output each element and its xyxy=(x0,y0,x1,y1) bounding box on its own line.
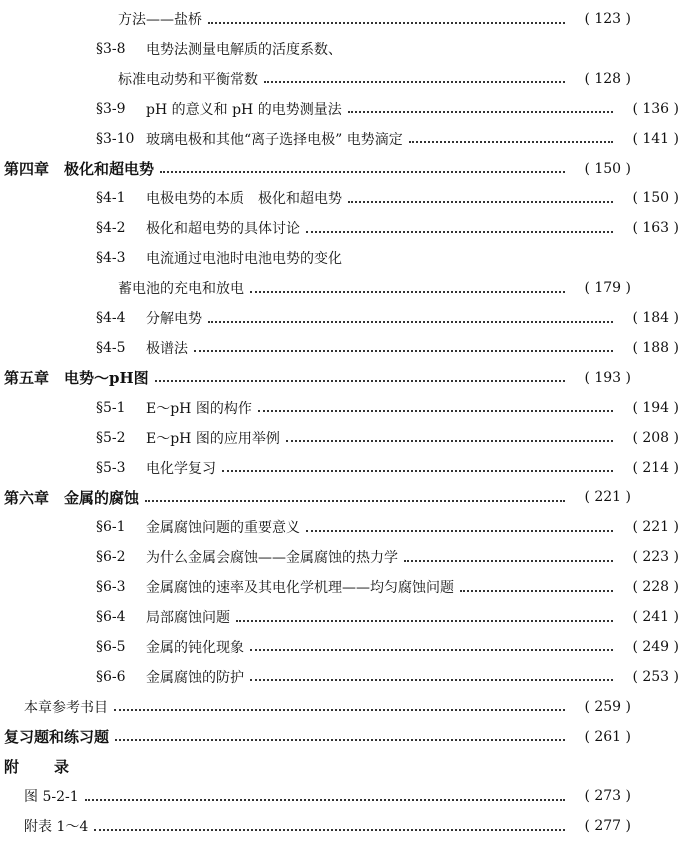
dot-leader xyxy=(286,439,613,442)
section-number: §3-8 xyxy=(96,40,126,57)
section-number: §3-10 xyxy=(96,130,135,147)
toc-entry xyxy=(48,634,691,660)
dot-leader xyxy=(194,349,613,352)
section-number: §5-3 xyxy=(96,459,126,476)
dot-leader xyxy=(94,828,565,831)
toc-entry xyxy=(48,455,691,481)
page-number: ( 150 ) xyxy=(584,160,631,177)
entry-title: 极化和超电势的具体讨论 xyxy=(146,221,300,238)
entry-title: 金属腐蚀问题的重要意义 xyxy=(146,520,300,537)
dot-leader xyxy=(250,678,613,681)
dot-leader xyxy=(250,290,565,293)
entry-title: 玻璃电极和其他“离子选择电极” 电势滴定 xyxy=(146,131,403,148)
entry-title: 标准电动势和平衡常数 xyxy=(118,71,258,88)
toc-entry xyxy=(0,6,643,32)
section-number: §5-1 xyxy=(96,399,126,416)
toc-entry xyxy=(0,66,643,92)
toc-entry xyxy=(48,574,691,600)
page-number: ( 123 ) xyxy=(584,11,631,27)
entry-title: 极谱法 xyxy=(146,340,188,357)
section-number: §6-5 xyxy=(96,638,126,655)
toc-entry xyxy=(48,395,691,421)
page-number: ( 136 ) xyxy=(632,100,679,117)
entry-title: E～pH 图的应用举例 xyxy=(146,430,280,447)
page-number: ( 221 ) xyxy=(632,519,679,536)
section-number: §6-6 xyxy=(96,668,126,685)
chapter-entry xyxy=(0,484,643,510)
section-number: §4-1 xyxy=(96,190,126,207)
page-number: ( 249 ) xyxy=(632,638,679,655)
section-number: §4-5 xyxy=(96,339,126,356)
entry-title: 电流通过电池时电池电势的变化 xyxy=(146,251,342,268)
entry-title: 电化学复习 xyxy=(146,460,216,477)
dot-leader xyxy=(306,230,613,233)
section-number: §3-9 xyxy=(96,100,126,117)
toc-entry xyxy=(0,813,643,839)
section-number: §4-2 xyxy=(96,220,126,237)
page-number: ( 273 ) xyxy=(584,788,631,805)
dot-leader xyxy=(85,798,565,801)
toc-entry xyxy=(48,215,691,241)
dot-leader xyxy=(404,559,613,562)
page-number: ( 193 ) xyxy=(584,369,631,386)
dot-leader xyxy=(145,499,565,502)
dot-leader xyxy=(264,80,565,83)
chapter-entry xyxy=(0,156,643,182)
dot-leader xyxy=(348,110,613,113)
entry-title: 附 录 xyxy=(4,758,80,776)
toc-entry xyxy=(48,245,691,271)
page-number: ( 188 ) xyxy=(632,339,679,356)
entry-title: 蓄电池的充电和放电 xyxy=(118,281,244,298)
page-number: ( 179 ) xyxy=(584,280,631,297)
entry-title: 图 5-2-1 xyxy=(24,789,79,806)
toc-entry xyxy=(0,783,643,809)
entry-title: 分解电势 xyxy=(146,311,202,327)
entry-title: 为什么金属会腐蚀——金属腐蚀的热力学 xyxy=(146,550,398,567)
toc-entry xyxy=(48,664,691,690)
page-number: ( 253 ) xyxy=(632,668,679,685)
entry-title: 方法——盐桥 xyxy=(118,12,202,28)
entry-title: 本章参考书目 xyxy=(24,699,108,716)
entry-title: 附表 1～4 xyxy=(24,819,89,836)
page-number: ( 184 ) xyxy=(632,310,679,326)
toc-entry xyxy=(48,126,691,152)
entry-title: 电极电势的本质 极化和超电势 xyxy=(146,191,342,208)
dot-leader xyxy=(460,589,613,592)
toc-entry xyxy=(48,36,691,62)
toc-entry xyxy=(0,694,643,720)
toc-entry xyxy=(0,275,643,301)
entry-title: 局部腐蚀问题 xyxy=(146,610,230,626)
chapter-entry xyxy=(0,724,643,750)
page-number: ( 214 ) xyxy=(632,459,679,476)
toc-entry xyxy=(48,425,691,451)
section-number: §6-1 xyxy=(96,519,126,536)
section-number: §6-3 xyxy=(96,579,126,596)
dot-leader xyxy=(208,320,613,323)
section-number: §4-3 xyxy=(96,250,126,267)
toc-entry xyxy=(48,544,691,570)
dot-leader xyxy=(258,409,613,412)
page-number: ( 277 ) xyxy=(584,818,631,835)
dot-leader xyxy=(115,738,565,741)
section-number: §6-4 xyxy=(96,609,126,625)
dot-leader xyxy=(208,21,565,24)
dot-leader xyxy=(409,140,613,143)
toc-entry xyxy=(48,305,691,331)
entry-title: 第四章 极化和超电势 xyxy=(4,160,155,178)
entry-title: E～pH 图的构作 xyxy=(146,400,252,417)
section-number: §6-2 xyxy=(96,549,126,566)
page-number: ( 228 ) xyxy=(632,579,679,596)
dot-leader xyxy=(236,619,613,622)
entry-title: 电势法测量电解质的活度系数、 xyxy=(146,41,342,58)
toc-entry xyxy=(48,335,691,361)
entry-title: 金属腐蚀的防护 xyxy=(146,669,244,686)
entry-title: pH 的意义和 pH 的电势测量法 xyxy=(146,101,342,118)
dot-leader xyxy=(114,708,565,711)
entry-title: 第五章 电势～pH图 xyxy=(4,369,149,388)
page-number: ( 259 ) xyxy=(584,698,631,715)
page-number: ( 208 ) xyxy=(632,429,679,446)
entry-title: 金属的钝化现象 xyxy=(146,639,244,656)
chapter-entry xyxy=(0,365,643,391)
page-number: ( 141 ) xyxy=(632,130,679,147)
toc-entry xyxy=(48,604,691,630)
dot-leader xyxy=(160,170,565,173)
dot-leader xyxy=(222,469,613,472)
entry-title: 金属腐蚀的速率及其电化学机理——均匀腐蚀问题 xyxy=(146,580,454,597)
section-number: §5-2 xyxy=(96,429,126,446)
dot-leader xyxy=(348,200,613,203)
page-number: ( 223 ) xyxy=(632,549,679,566)
page-number: ( 128 ) xyxy=(584,70,631,87)
toc-entry xyxy=(48,514,691,540)
page-number: ( 261 ) xyxy=(584,728,631,745)
dot-leader xyxy=(306,529,613,532)
page-number: ( 194 ) xyxy=(632,399,679,416)
appendix-heading xyxy=(0,754,643,780)
page-number: ( 241 ) xyxy=(632,609,679,625)
dot-leader xyxy=(155,379,565,382)
page-number: ( 163 ) xyxy=(632,220,679,237)
section-number: §4-4 xyxy=(96,310,126,326)
entry-title: 第六章 金属的腐蚀 xyxy=(4,488,140,507)
page-number: ( 221 ) xyxy=(584,489,631,506)
page-number: ( 150 ) xyxy=(632,190,679,207)
toc-entry xyxy=(48,185,691,211)
dot-leader xyxy=(250,648,613,651)
toc-entry xyxy=(48,96,691,122)
entry-title: 复习题和练习题 xyxy=(4,728,110,747)
